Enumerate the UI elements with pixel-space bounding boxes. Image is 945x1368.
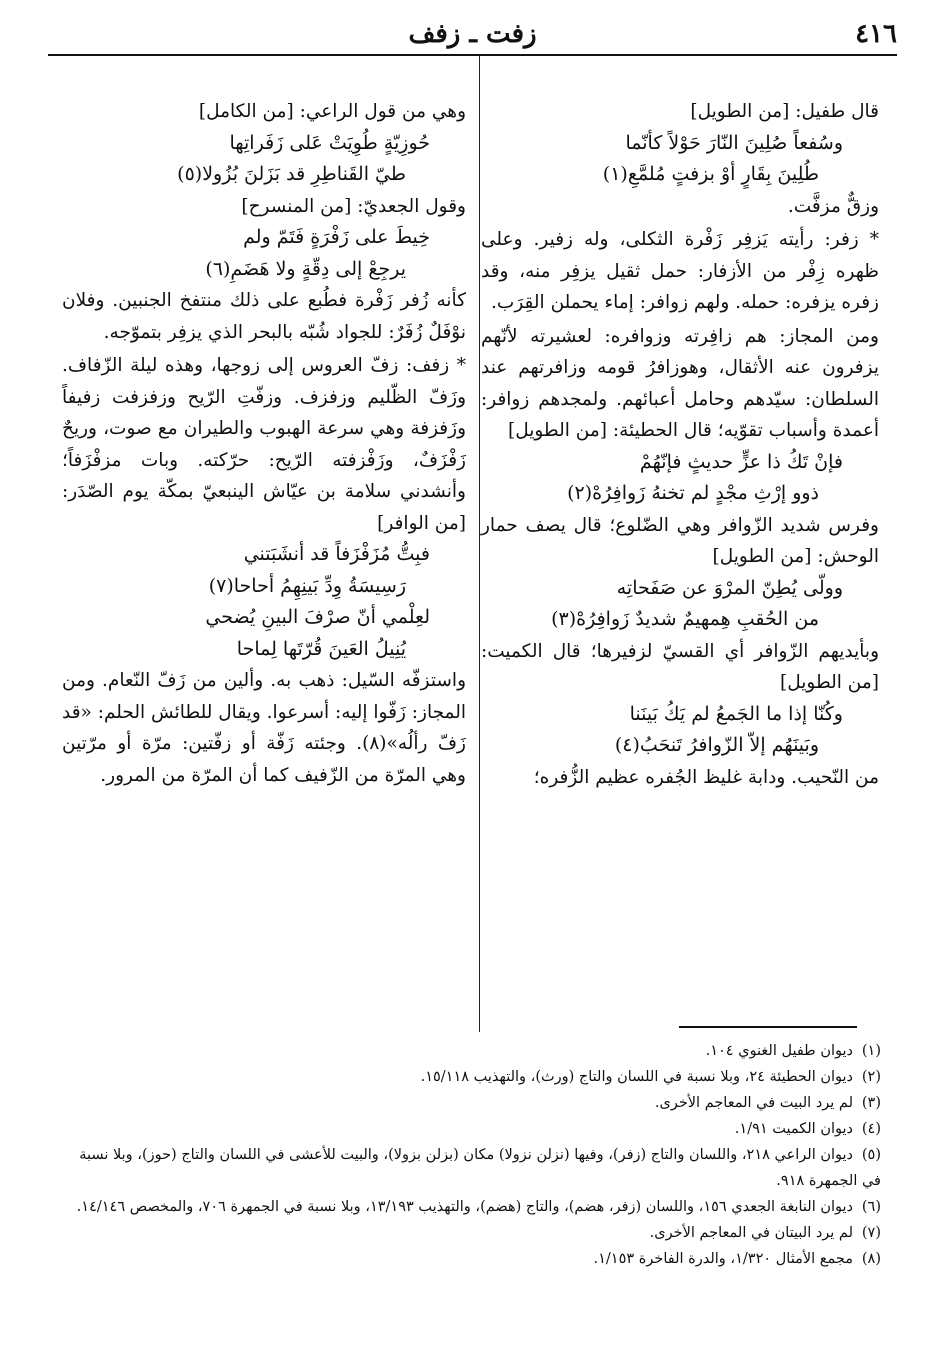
verse-line: وبَينَهُم إلاّ الزّوافرُ تَنحَبُ(٤) — [614, 734, 819, 756]
paragraph: كأنه زُفر زَفْرة فطُبع على ذلك منتفخ الجنبين. وفلان نوْفَلٌ زُفَرٌ: للجواد شُبّه بالبحر الذي يزفِر بتموّجه. — [62, 290, 466, 343]
verse-line: حُوزِيّةٍ طُوِيَتْ عَلى زَفَراتِها — [229, 131, 430, 154]
footnote-number: (٦) — [861, 1199, 881, 1215]
verse-line: لعِلْمي أنّ صرْفَ البينِ يُضحي — [205, 606, 430, 628]
footnotes — [66, 1038, 881, 1272]
running-title: زفت ـ زفف — [408, 19, 537, 49]
paragraph: وهي من قول الراعي: [من الكامل] — [198, 101, 466, 122]
footnote — [66, 1038, 881, 1064]
verse-line: وسُفعاً صُلِينَ النّارَ حَوْلاً كأنّما — [625, 131, 843, 154]
footnote — [66, 1116, 881, 1142]
right-column — [481, 96, 879, 793]
verse-line: من الحُقبِ هِمهيمٌ شديدٌ زَوافِرُهْ(٣) — [551, 608, 819, 630]
column-divider — [479, 56, 480, 1032]
footnote-number: (٤) — [861, 1121, 881, 1137]
footnote-number: (١) — [861, 1043, 881, 1059]
verse-line: وكُنّا إذا ما الجَمعُ لم يَكُ بَينَنا — [629, 702, 843, 725]
left-column — [62, 96, 466, 791]
footnote-number: (٢) — [861, 1069, 881, 1085]
footnote-text: لم يرد البيت في المعاجم الأخرى. — [654, 1095, 853, 1111]
footnote-text: مجمع الأمثال ١/٣٢٠، والدرة الفاخرة ١/١٥٣. — [593, 1251, 853, 1267]
verse-line: طيّ القَناطِرِ قد بَزَلنَ بُزُولا(٥) — [177, 163, 406, 185]
footnote — [66, 1142, 881, 1194]
footnote-text: ديوان الكميت ١/٩١. — [734, 1121, 853, 1137]
footnote — [66, 1194, 881, 1220]
paragraph: وقول الجعديّ: [من المنسرح] — [241, 195, 466, 217]
paragraph: وزقٌّ مزفَّت. — [787, 195, 879, 217]
footnote-number: (٧) — [861, 1225, 881, 1241]
verse-line: خِيطَ على زَفْرَةٍ فَتَمّ ولم — [243, 226, 430, 248]
paragraph: وفرس شديد الزّوافر وهي الضّلوع؛ قال يصف حمار الوحش: [من الطويل] — [481, 514, 879, 567]
verse-line: رَسِيسَةُ وِدِّ بَينِهِمُ أحاحا(٧) — [208, 574, 406, 597]
verse-line: ذوو إرْثِ مجْدٍ لم تخنهُ زَوافِرُهْ(٢) — [567, 482, 819, 504]
paragraph: * زفر: رأيته يَزفِر زَفْرة الثكلى، وله زفير. وعلى ظهره زِفْر من الأزفار: حمل ثقيل يزفِر منه، وقد زفره يزفره: حمله. ولهم زوافر: إماء يحملن القِرَب. — [481, 229, 879, 313]
footnote — [66, 1064, 881, 1090]
page-header — [48, 14, 897, 56]
paragraph: * زفف: زفّ العروس إلى زوجها، وهذه ليلة الزّفاف. وزَفّ الظّليم وزفزف. وزفّتِ الرّيح وزفزفت زفيفاً وزَفزفة وهي سرعة الهبوب والطيران مع صوت، وريحٌ زَفْزَفٌ، وزَفْزفته الرّيح: حرّكته. وبات مزفْزَفاً؛ وأنشدني سلامة بن عيّاش الينبعيّ بمكّة يوم الصّدَر: [من الوافر] — [62, 355, 466, 534]
footnote-number: (٣) — [861, 1095, 881, 1111]
footnote-text: ديوان الراعي ٢١٨، واللسان والتاج (زفر)، وفيها (نزلن نزولا) مكان (بزلن بزولا)، والبيت للأعشى في اللسان والتاج (حوز)، وبلا نسبة في الجمهرة ٩١٨. — [79, 1147, 881, 1189]
footnote — [66, 1090, 881, 1116]
verse-line: يرجِعْ إلى دِقّةٍ ولا هَضَمِ(٦) — [205, 257, 406, 280]
footnote-number: (٨) — [861, 1251, 881, 1267]
verse-line: فبِتُّ مُزَفْزَفاً قد أنشَبَتني — [243, 543, 430, 565]
verse-line: يُنِيلُ العَينَ قُرّتَها لِماحا — [236, 637, 406, 660]
verse-line: فإنْ تَكُ ذا عزٍّ حديثٍ فإنّهُمْ — [639, 450, 843, 473]
page-number: ٤١٦ — [855, 19, 897, 49]
paragraph: قال طفيل: [من الطويل] — [690, 101, 879, 122]
paragraph: من النّحيب. ودابة غليظ الجُفره عظيم الزُّفره؛ — [533, 766, 879, 788]
footnote-separator — [679, 1026, 857, 1028]
paragraph: وبأيديهم الزّوافر أي القسيّ لزفيرها؛ قال الكميت: [من الطويل] — [481, 640, 879, 693]
footnote — [66, 1220, 881, 1246]
paragraph: ومن المجاز: هم زافِرته وزوافره: لعشيرته لأنّهم يزفرون عنه الأثقال، وهوزافرُ قومه وزافرتهم عند السلطان: سيّدهم وحامل أعبائهم. ولمجدهم زوافر: أعمدة وأسباب تقوّيه؛ قال الحطيئة: [من الطويل] — [481, 325, 879, 441]
footnote-number: (٥) — [861, 1147, 881, 1163]
footnote-text: ديوان الحطيئة ٢٤، وبلا نسبة في اللسان والتاج (ورث)، والتهذيب ١٥/١١٨. — [420, 1069, 853, 1085]
footnote — [66, 1246, 881, 1272]
footnote-text: ديوان طفيل الغنوي ١٠٤. — [705, 1043, 853, 1059]
verse-line: طُلِينَ بِقَارٍ أوْ بزفتٍ مُلمَّعِ(١) — [602, 163, 819, 185]
footnote-text: لم يرد البيتان في المعاجم الأخرى. — [649, 1225, 853, 1241]
paragraph: واستزفّه السّيل: ذهب به. وألين من زَفّ النّعام. ومن المجاز: زَفّوا إليه: أسرعوا. ويقال للطائش الحلم: «قد زَفّ رألُه»(٨). وجئته زَفّة أو زفّتين: مرّة أو مرّتين وهي المرّة من الزّفيف كما أن المرّة من المرور. — [62, 670, 466, 786]
verse-line: وولّى يُطِنّ المرْوَ عن صَفَحاتِه — [616, 576, 843, 599]
footnote-text: ديوان النابغة الجعدي ١٥٦، واللسان (زفر، هضم)، والتاج (هضم)، والتهذيب ١٣/١٩٣، وبلا نسبة في الجمهرة ٧٠٦، والمخصص ١٤/١٤٦. — [76, 1199, 853, 1215]
